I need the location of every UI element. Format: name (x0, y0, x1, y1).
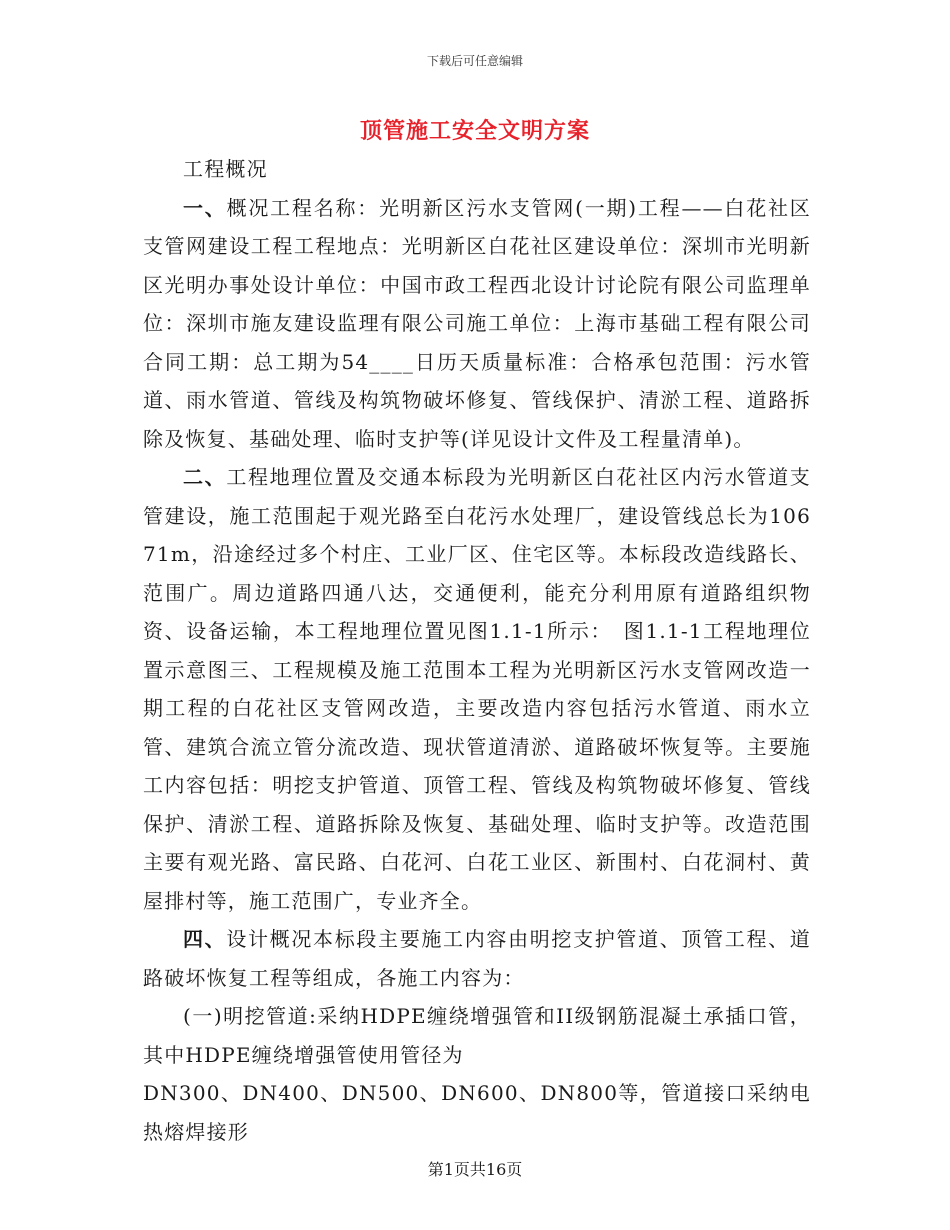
page-number: 第1页共16页 (427, 1160, 523, 1179)
paragraph-lead: 四、 (183, 927, 227, 951)
page-header-note: 下载后可任意编辑 (426, 54, 523, 68)
paragraph-lead: 二、 (183, 465, 227, 489)
paragraph-text: 概况工程名称：光明新区污水支管网(一期)工程——白花社区支管网建设工程工程地点：光明新区白花社区建设单位：深圳市光明新区光明办事处设计单位：中国市政工程西北设计讨论院有限公司监理单位：深圳市施友建设监理有限公司施工单位：上海市基础工程有限公司合同工期：总工期为54____日历天质量标准：合格承包范围：污水管道、雨水管道、管线及构筑物破坏修复、管线保护、清淤工程、道路拆除及恢复、基础处理、临时支护等(详见设计文件及工程量清单)。 (143, 195, 811, 451)
paragraph-open-cut (143, 997, 811, 1074)
document-title: 顶管施工安全文明方案 (359, 118, 590, 144)
paragraph-pipe-sizes (143, 1074, 811, 1151)
paragraph-location (143, 458, 811, 920)
paragraph-lead: 一、 (183, 195, 227, 220)
paragraph-overview (143, 189, 811, 459)
paragraph-design (143, 920, 811, 997)
paragraph-text: 工程地理位置及交通本标段为光明新区白花社区内污水管道支管建设，施工范围起于观光路至白花污水处理厂，建设管线总长为10671m，沿途经过多个村庄、工业厂区、住宅区等。本标段改造线路长、范围广。周边道路四通八达，交通便利，能充分利用原有道路组织物资、设备运输，本工程地理位置见图1.1-1所示： 图1.1-1工程地理位置示意图三、工程规模及施工范围本工程为光明新区污水支管网改造一期工程的白花社区支管网改造，主要改造内容包括污水管道、雨水立管、建筑合流立管分流改造、现状管道清淤、道路破坏恢复等。主要施工内容包括：明挖支护管道、顶管工程、管线及构筑物破坏修复、管线保护、清淤工程、道路拆除及恢复、基础处理、临时支护等。改造范围主要有观光路、富民路、白花河、白花工业区、新围村、白花洞村、黄屋排村等，施工范围广，专业齐全。 (143, 465, 811, 913)
paragraph-text: (一)明挖管道:采纳HDPE缠绕增强管和II级钢筋混凝土承插口管，其中HDPE缠绕增强管使用管径为 (143, 1004, 811, 1067)
paragraph-text: 设计概况本标段主要施工内容由明挖支护管道、顶管工程、道路破坏恢复工程等组成，各施工内容为： (143, 927, 811, 990)
section-heading: 工程概况 (183, 157, 268, 181)
document-body (143, 150, 811, 1151)
paragraph-text: DN300、DN400、DN500、DN600、DN800等，管道接口采纳电热熔焊接形 (143, 1081, 811, 1144)
